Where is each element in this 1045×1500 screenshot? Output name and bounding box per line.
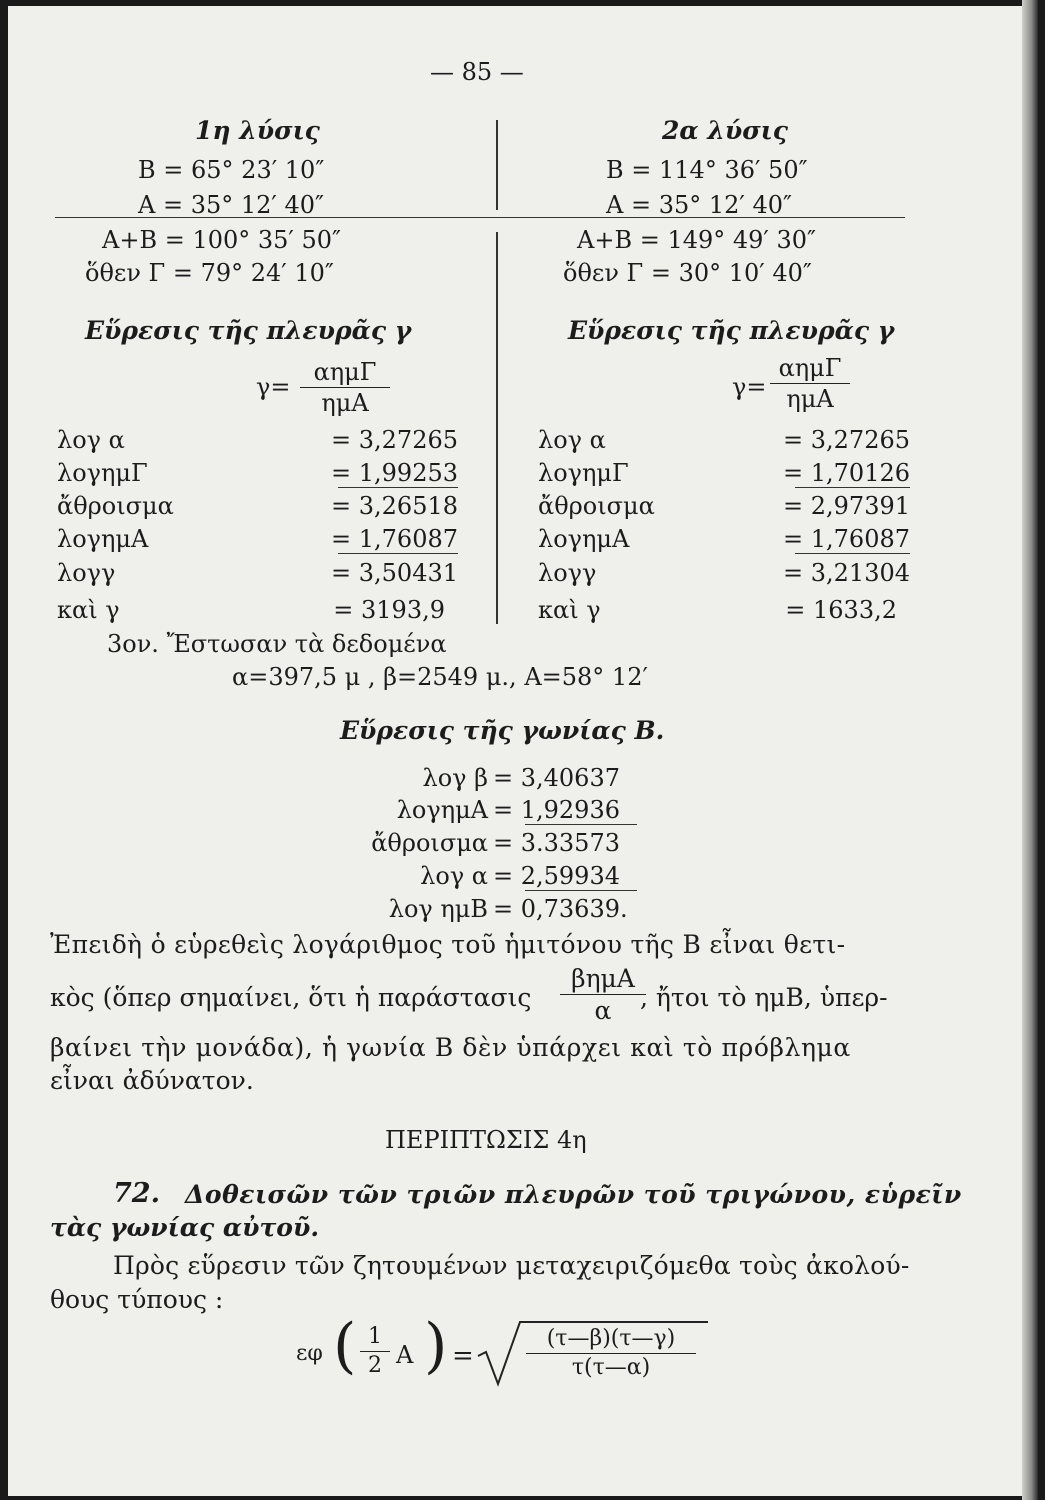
formula-half-fraction bbox=[360, 1326, 390, 1377]
right-row-value: = 1633,2 bbox=[785, 596, 897, 624]
right-row-label: λογημA bbox=[538, 525, 630, 553]
left-row-label: λογ α bbox=[57, 426, 125, 454]
third-row-value: = 0,73639. bbox=[493, 895, 628, 923]
third-sum-rule bbox=[525, 824, 637, 825]
page-number: — 85 — bbox=[430, 58, 524, 86]
left-row-label: λογγ bbox=[57, 559, 116, 587]
right-formula-numerator: αημΓ bbox=[770, 356, 850, 384]
formula-function: εφ bbox=[296, 1341, 323, 1366]
left-row-value: = 1,76087 bbox=[331, 525, 458, 553]
left-row-value: = 1,99253 bbox=[331, 459, 458, 487]
right-heading: 2α λύσις bbox=[662, 116, 788, 145]
left-row-label: ἄθροισμα bbox=[57, 492, 174, 520]
formula-equals: = bbox=[452, 1341, 474, 1371]
third-row-label: λογημA bbox=[396, 796, 488, 824]
left-row-label: καὶ γ bbox=[57, 596, 120, 624]
paragraph-fraction bbox=[560, 966, 646, 1023]
paragraph-line-4: εἶναι ἀδύνατον. bbox=[50, 1066, 254, 1095]
right-row-label: λογημΓ bbox=[538, 459, 629, 487]
formula-half-numerator: 1 bbox=[360, 1326, 390, 1352]
paragraph-fraction-denominator: α bbox=[594, 996, 612, 1025]
left-formula-fraction bbox=[300, 360, 390, 415]
formula-close-paren: ) bbox=[424, 1311, 448, 1381]
section-title-line-2: τὰς γωνίας αὐτοῦ. bbox=[50, 1213, 320, 1242]
left-row-value: = 3,27265 bbox=[331, 426, 458, 454]
third-find-heading: Εὕρεσις τῆς γωνίας B. bbox=[340, 716, 665, 745]
left-heading: 1η λύσις bbox=[195, 116, 320, 145]
right-row-label: ἄθροισμα bbox=[538, 492, 655, 520]
paragraph-line-2b: , ἤτοι τὸ ημB, ὑπερ- bbox=[640, 983, 888, 1012]
left-row-label: λογημΓ bbox=[57, 459, 148, 487]
third-row-label: λογ ημB bbox=[388, 895, 488, 923]
right-row-label: λογγ bbox=[538, 559, 597, 587]
formula-open-paren: ( bbox=[333, 1311, 357, 1381]
page-edge-shadow bbox=[1022, 0, 1038, 1500]
third-row-label: λογ β bbox=[422, 764, 488, 792]
right-row-value: = 1,76087 bbox=[783, 525, 910, 553]
third-row-value: = 3.33573 bbox=[493, 829, 620, 857]
right-formula-fraction bbox=[770, 356, 850, 411]
third-diff-rule bbox=[525, 890, 637, 891]
left-row-value: = 3,50431 bbox=[331, 559, 458, 587]
column-divider-top bbox=[496, 120, 498, 210]
section-title-line-1: Δοθεισῶν τῶν τριῶν πλευρῶν τοῦ τριγώνου, εὑρεῖν bbox=[185, 1180, 962, 1209]
section-text-line-2: θους τύπους : bbox=[50, 1285, 224, 1314]
right-diff-rule bbox=[795, 553, 910, 554]
case-heading: ΠΕΡΙΠΤΩΣΙΣ 4η bbox=[385, 1126, 587, 1154]
formula-root-fraction bbox=[526, 1328, 696, 1379]
right-row-value: = 3,27265 bbox=[783, 426, 910, 454]
section-text-line-1: Πρὸς εὕρεσιν τῶν ζητουμένων μεταχειριζόμεθα τοὺς ἀκολού- bbox=[113, 1251, 910, 1280]
left-angle-a: A = 35° 12′ 40″ bbox=[138, 191, 324, 219]
formula-half-denominator: 2 bbox=[368, 1353, 382, 1378]
left-formula-denominator: ημA bbox=[321, 389, 369, 417]
third-row-value: = 1,92936 bbox=[493, 796, 620, 824]
right-row-value: = 1,70126 bbox=[783, 459, 910, 487]
paragraph-fraction-numerator: βημA bbox=[560, 966, 646, 995]
left-formula-numerator: αημΓ bbox=[300, 360, 390, 388]
left-diff-rule bbox=[338, 553, 458, 554]
right-angle-b: B = 114° 36′ 50″ bbox=[606, 156, 808, 184]
third-row-label: λογ α bbox=[420, 862, 488, 890]
third-row-value: = 3,40637 bbox=[493, 764, 620, 792]
left-row-value: = 3,26518 bbox=[331, 492, 458, 520]
third-intro: 3ον. Ἔστωσαν τὰ δεδομένα bbox=[107, 630, 447, 658]
right-formula-denominator: ημA bbox=[786, 385, 834, 413]
paragraph-line-1: Ἐπειδὴ ὁ εὑρεθεὶς λογάριθμος τοῦ ἡμιτόνου τῆς B εἶναι θετι- bbox=[50, 930, 846, 959]
paragraph-line-3: βαίνει τὴν μονάδα), ἡ γωνία B δὲν ὑπάρχει καὶ τὸ πρόβλημα bbox=[50, 1033, 851, 1062]
left-row-value: = 3193,9 bbox=[333, 596, 445, 624]
third-givens: α=397,5 μ , β=2549 μ., A=58° 12′ bbox=[232, 663, 648, 691]
left-angle-b: B = 65° 23′ 10″ bbox=[138, 156, 325, 184]
right-row-label: λογ α bbox=[538, 426, 606, 454]
left-gamma: ὅθεν Γ = 79° 24′ 10″ bbox=[85, 259, 334, 287]
left-find-heading: Εὕρεσις τῆς πλευρᾶς γ bbox=[85, 316, 412, 345]
right-row-value: = 3,21304 bbox=[783, 559, 910, 587]
left-formula-lhs: γ= bbox=[256, 373, 291, 401]
left-row-label: λογημA bbox=[57, 525, 149, 553]
formula-root-denominator: τ(τ—α) bbox=[571, 1355, 651, 1380]
right-sum: A+B = 149° 49′ 30″ bbox=[577, 226, 817, 254]
paragraph-line-2a: κὸς (ὅπερ σημαίνει, ὅτι ἡ παράστασις bbox=[50, 983, 532, 1012]
left-sum: A+B = 100° 35′ 50″ bbox=[102, 226, 342, 254]
formula-root-numerator: (τ—β)(τ—γ) bbox=[526, 1328, 696, 1354]
section-number: 72. bbox=[113, 1178, 160, 1209]
third-row-value: = 2,59934 bbox=[493, 862, 620, 890]
right-gamma: ὅθεν Γ = 30° 10′ 40″ bbox=[563, 259, 812, 287]
column-divider bbox=[496, 232, 498, 624]
formula-angle: A bbox=[396, 1341, 414, 1369]
right-row-label: καὶ γ bbox=[538, 596, 601, 624]
left-sum-rule bbox=[338, 487, 458, 488]
right-angle-a: A = 35° 12′ 40″ bbox=[606, 191, 792, 219]
right-row-value: = 2,97391 bbox=[783, 492, 910, 520]
right-sum-rule bbox=[795, 487, 910, 488]
third-row-label: ἄθροισμα bbox=[371, 829, 488, 857]
right-formula-lhs: γ= bbox=[732, 373, 767, 401]
right-find-heading: Εὕρεσις τῆς πλευρᾶς γ bbox=[568, 316, 895, 345]
